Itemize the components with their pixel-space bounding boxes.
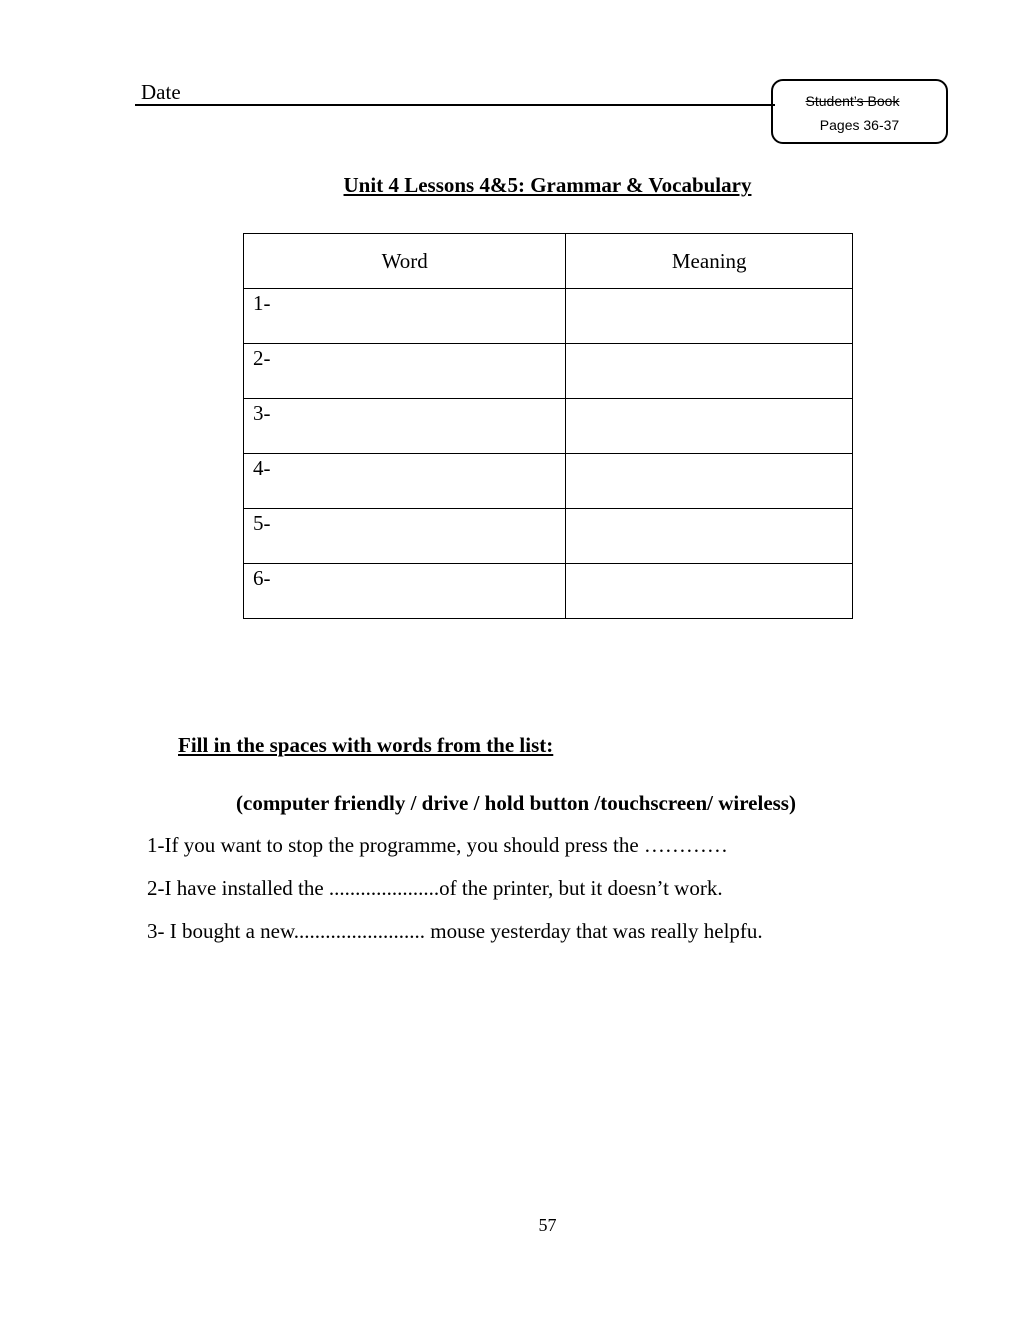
exercise-sentence-2: 2-I have installed the .....................of the printer, but it doesn’t work. [147, 876, 723, 900]
exercise-sentence-1: 1-If you want to stop the programme, you should press the ………… [147, 833, 728, 857]
column-header-meaning: Meaning [566, 234, 853, 289]
book-label-line [773, 92, 946, 110]
meaning-cell[interactable] [566, 564, 853, 619]
table-row [244, 454, 853, 509]
table-row [244, 344, 853, 399]
table-row [244, 289, 853, 344]
meaning-cell[interactable] [566, 289, 853, 344]
table-row [244, 564, 853, 619]
meaning-cell[interactable] [566, 509, 853, 564]
meaning-cell[interactable] [566, 344, 853, 399]
exercise-sentence-3: 3- I bought a new......................... mouse yesterday that was really helpfu. [147, 919, 763, 943]
book-pages: Pages 36-37 [819, 117, 900, 133]
meaning-cell[interactable] [566, 454, 853, 509]
word-cell[interactable]: 1- [244, 289, 566, 344]
date-label: Date [141, 80, 181, 104]
exercise-heading: Fill in the spaces with words from the list: [178, 733, 554, 757]
book-label: Student’s Book [805, 93, 900, 109]
table-row [244, 509, 853, 564]
date-line[interactable] [135, 80, 775, 106]
word-cell[interactable]: 4- [244, 454, 566, 509]
word-cell[interactable]: 2- [244, 344, 566, 399]
word-list: (computer friendly / drive / hold button /touchscreen/ wireless) [236, 791, 796, 815]
page-number: 57 [538, 1215, 557, 1235]
table-row [244, 399, 853, 454]
word-cell[interactable]: 5- [244, 509, 566, 564]
word-cell[interactable]: 3- [244, 399, 566, 454]
page-title: Unit 4 Lessons 4&5: Grammar & Vocabulary [343, 173, 752, 197]
vocabulary-table [243, 233, 853, 619]
word-cell[interactable]: 6- [244, 564, 566, 619]
students-book-reference-box [771, 79, 948, 144]
table-header-row [244, 234, 853, 289]
meaning-cell[interactable] [566, 399, 853, 454]
column-header-word: Word [244, 234, 566, 289]
